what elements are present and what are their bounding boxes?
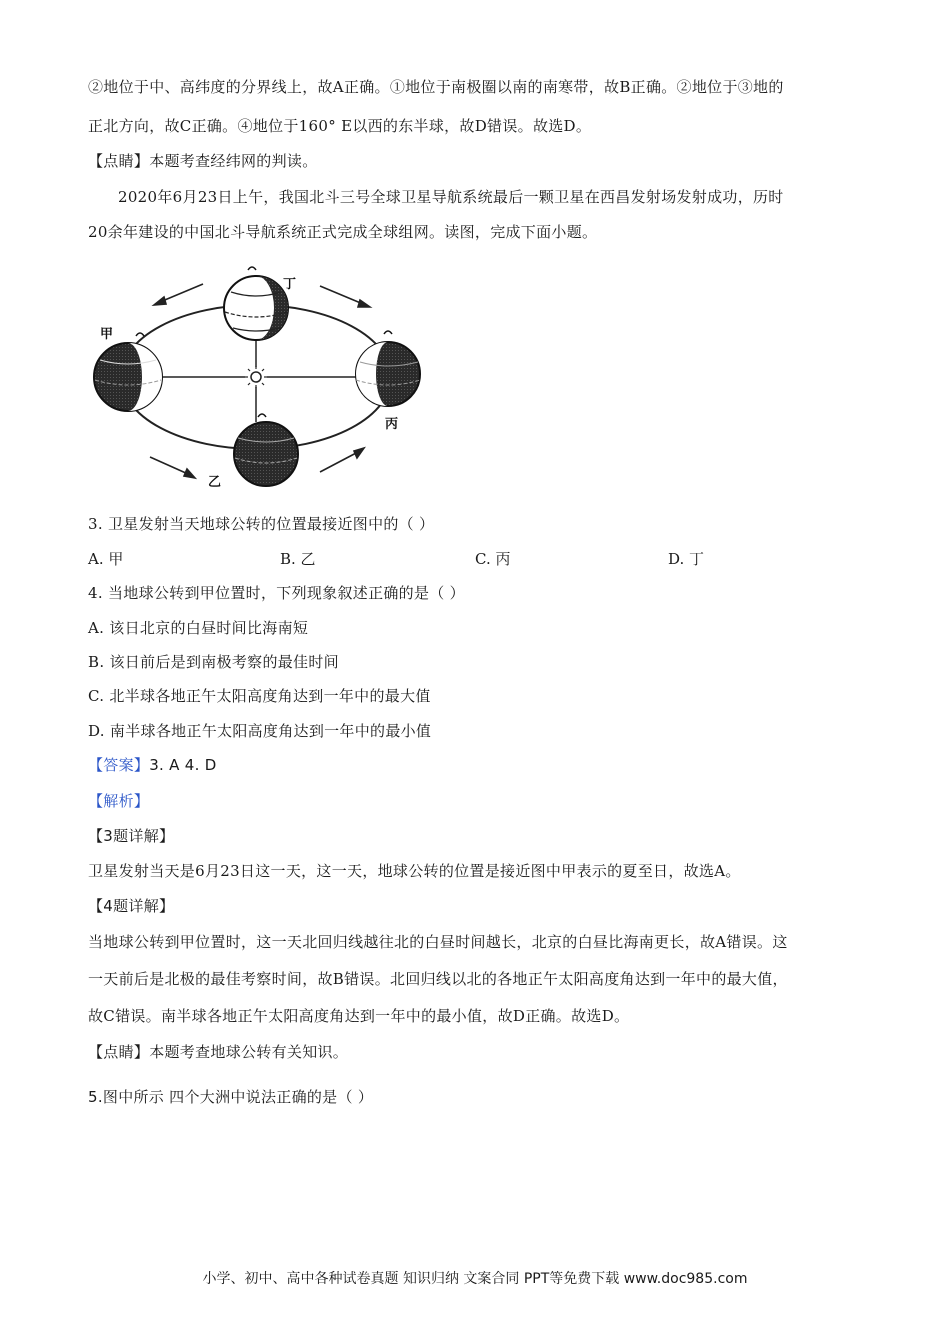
q5-stem: 5.图中所示 四个大洲中说法正确的是（ ）: [88, 1088, 374, 1106]
prev-tip: 【点睛】本题考查经纬网的判读。: [88, 152, 318, 170]
earth-bing: [356, 331, 420, 406]
q3-stem: 3. 卫星发射当天地球公转的位置最接近图中的（ ）: [88, 515, 435, 533]
earth-jia: [94, 333, 162, 411]
prev-answer-line-1: ②地位于中、高纬度的分界线上，故A正确。①地位于南极圈以南的南寒带，故B正确。②地位于③地的: [88, 78, 784, 96]
tip-2: 【点睛】本题考查地球公转有关知识。: [88, 1043, 349, 1061]
sun-icon: [245, 366, 267, 388]
q4-option-a: A. 该日北京的白昼时间比海南短: [88, 619, 309, 637]
label-bing: 丙: [385, 417, 399, 432]
q4-option-b: B. 该日前后是到南极考察的最佳时间: [88, 653, 339, 671]
analysis-label: 【解析】: [88, 792, 150, 810]
intro-line-2: 20余年建设的中国北斗导航系统正式完成全球组网。读图，完成下面小题。: [88, 223, 598, 241]
detail3-text: 卫星发射当天是6月23日这一天，这一天，地球公转的位置是接近图中甲表示的夏至日，故选A。: [88, 862, 741, 880]
q3-option-c: C. 丙: [475, 550, 511, 568]
label-ding: 丁: [283, 277, 297, 292]
answer-text: 3. A 4. D: [149, 756, 217, 774]
q4-option-c: C. 北半球各地正午太阳高度角达到一年中的最大值: [88, 687, 431, 705]
label-yi: 乙: [208, 475, 222, 490]
intro-line-1: 2020年6月23日上午，我国北斗三号全球卫星导航系统最后一颗卫星在西昌发射场发射成功，历时: [118, 188, 784, 206]
answer-line: [88, 754, 217, 775]
earth-ding: [224, 267, 288, 340]
earth-revolution-diagram: [88, 262, 428, 502]
q4-stem: 4. 当地球公转到甲位置时，下列现象叙述正确的是（ ）: [88, 584, 465, 602]
prev-answer-line-2: 正北方向，故C正确。④地位于160° E以西的东半球，故D错误。故选D。: [88, 117, 592, 135]
detail4-line-3: 故C错误。南半球各地正午太阳高度角达到一年中的最小值，故D正确。故选D。: [88, 1007, 630, 1025]
page-footer: 小学、初中、高中各种试卷真题 知识归纳 文案合同 PPT等免费下载 www.doc985.com: [202, 1271, 748, 1287]
detail3-label: 【3题详解】: [88, 827, 175, 845]
detail4-line-1: 当地球公转到甲位置时，这一天北回归线越往北的白昼时间越长，北京的白昼比海南更长，故A错误。这: [88, 933, 788, 951]
label-jia: 甲: [100, 327, 114, 342]
q3-option-a: A. 甲: [88, 550, 124, 568]
earth-yi: [234, 414, 298, 486]
q3-option-d: D. 丁: [668, 550, 705, 568]
detail4-line-2: 一天前后是北极的最佳考察时间，故B错误。北回归线以北的各地正午太阳高度角达到一年中的最大值，: [88, 970, 788, 988]
answer-label: 【答案】: [88, 756, 150, 774]
q4-option-d: D. 南半球各地正午太阳高度角达到一年中的最小值: [88, 722, 432, 740]
q3-option-b: B. 乙: [280, 550, 316, 568]
detail4-label: 【4题详解】: [88, 897, 175, 915]
